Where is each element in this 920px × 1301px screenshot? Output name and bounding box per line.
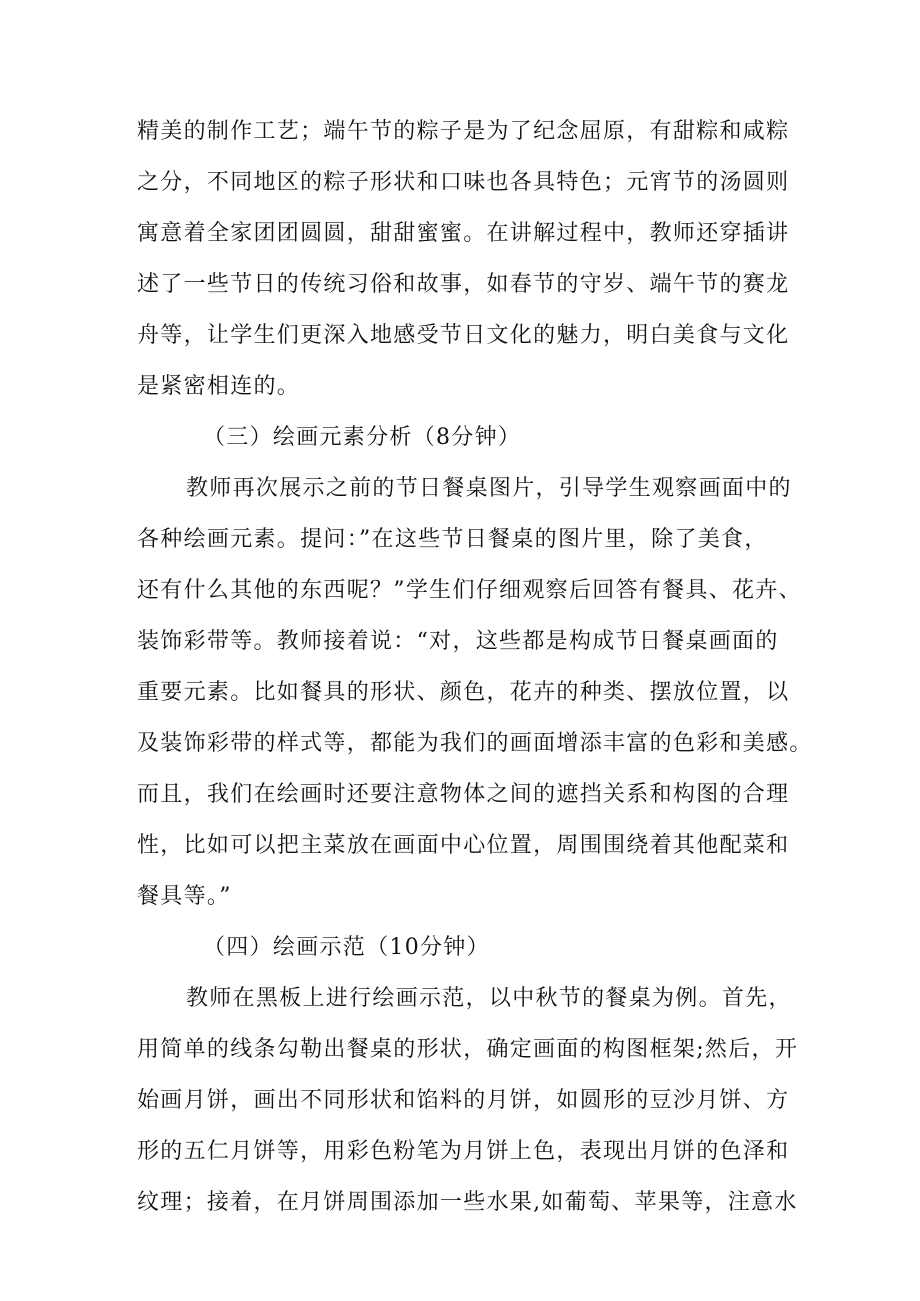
paragraph-line: 餐具等。”: [137, 884, 232, 909]
paragraph-line: 教师再次展示之前的节日餐桌图片，引导学生观察画面中的: [186, 476, 792, 501]
paragraph-line: 纹理；接着，在月饼周围添加一些水果,如葡萄、苹果等，注意水: [137, 1190, 798, 1215]
paragraph-line: 重要元素。比如餐具的形状、颜色，花卉的种类、摆放位置，以: [137, 680, 790, 705]
paragraph-line: 精美的制作工艺；端午节的粽子是为了纪念屈原，有甜粽和咸粽: [137, 119, 790, 144]
paragraph-line: 形的五仁月饼等，用彩色粉笔为月饼上色，表现出月饼的色泽和: [137, 1139, 790, 1164]
paragraph-line: 装饰彩带等。教师接着说：“对，这些都是构成节日餐桌画面的: [137, 629, 779, 654]
paragraph-line: 述了一些节日的传统习俗和故事，如春节的守岁、端午节的赛龙: [137, 272, 790, 297]
section-heading: （三）绘画元素分析（8分钟）: [203, 425, 522, 450]
paragraph-line: 之分，不同地区的粽子形状和口味也各具特色；元宵节的汤圆则: [137, 170, 790, 195]
section-heading: （四）绘画示范（10分钟）: [203, 935, 490, 960]
paragraph-line: 始画月饼，画出不同形状和馅料的月饼，如圆形的豆沙月饼、方: [137, 1088, 790, 1113]
paragraph-line: 各种绘画元素。提问：”在这些节日餐桌的图片里，除了美食，: [137, 527, 768, 552]
paragraph-line: 寓意着全家团团圆圆，甜甜蜜蜜。在讲解过程中，教师还穿插讲: [137, 221, 790, 246]
paragraph-line: 用简单的线条勾勒出餐桌的形状，确定画面的构图框架;然后，开: [137, 1037, 799, 1062]
paragraph-line: 教师在黑板上进行绘画示范，以中秋节的餐桌为例。首先，: [186, 986, 792, 1011]
paragraph-line: 而且，我们在绘画时还要注意物体之间的遮挡关系和构图的合理: [137, 782, 790, 807]
paragraph-line: 是紧密相连的。: [137, 374, 301, 399]
paragraph-line: 及装饰彩带的样式等，都能为我们的画面增添丰富的色彩和美感。: [137, 731, 813, 756]
paragraph-line: 性，比如可以把主菜放在画面中心位置，周围围绕着其他配菜和: [137, 833, 790, 858]
paragraph-line: 舟等，让学生们更深入地感受节日文化的魅力，明白美食与文化: [137, 323, 790, 348]
paragraph-line: 还有什么其他的东西呢？”学生们仔细观察后回答有餐具、花卉、: [137, 578, 802, 603]
